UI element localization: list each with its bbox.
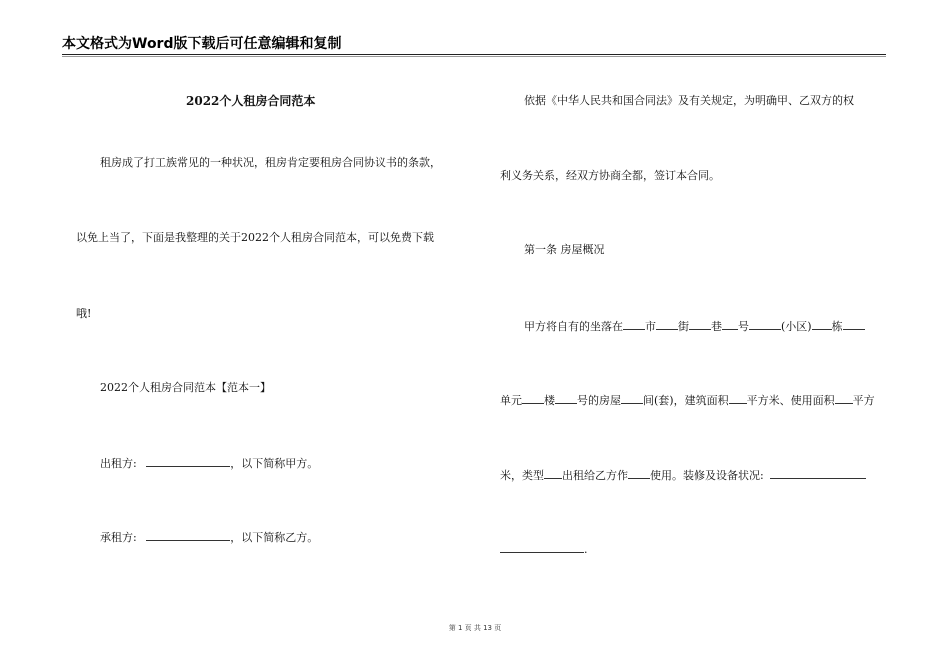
page-footer: 第 1 页 共 13 页: [448, 624, 502, 632]
rooms-blank: [621, 393, 643, 404]
location-text-1: 甲方将自有的坐落在: [524, 320, 623, 333]
lessor-suffix: ，以下简称甲方。: [230, 457, 319, 470]
sample-heading: 2022个人租房合同范本【范本一】: [100, 381, 271, 394]
city-blank: [623, 319, 645, 330]
floor-blank: [555, 393, 577, 404]
unit-text-3: 号的房屋: [577, 394, 621, 407]
equipment-continuation-line: [500, 542, 588, 557]
usable-area-blank: [835, 393, 853, 404]
type-text-2: 出租给乙方作: [562, 469, 628, 482]
unit-text-2: 楼: [544, 394, 555, 407]
street-blank: [656, 319, 678, 330]
unit-text-5: 平方米、使用面积: [746, 394, 835, 407]
location-text-5: 号: [738, 320, 749, 333]
building-end-blank: [843, 319, 865, 330]
unit-text-1: 单元: [500, 394, 522, 407]
location-text-3: 街: [678, 320, 689, 333]
community-blank: [749, 319, 781, 330]
location-text-2: 市: [645, 320, 656, 333]
lessee-label: 承租方:: [100, 531, 137, 544]
unit-blank: [522, 393, 544, 404]
lessor-line: [100, 456, 318, 471]
number-blank: [722, 319, 738, 330]
location-text-6: (小区): [781, 320, 812, 333]
article-1-heading: 第一条 房屋概况: [524, 243, 605, 256]
building-blank: [812, 319, 832, 330]
building-area-blank: [729, 393, 747, 404]
header-rule: [62, 56, 886, 57]
location-line: [524, 319, 865, 334]
end-dot: .: [584, 543, 588, 556]
location-text-4: 巷: [711, 320, 722, 333]
type-blank: [544, 468, 562, 479]
unit-text-6: 平方: [852, 394, 875, 407]
lessee-line: [100, 530, 318, 545]
location-text-7: 栋: [831, 320, 843, 333]
intro-line-1: 租房成了打工族常见的一种状况，租房肯定要租房合同协议书的条款，: [100, 156, 441, 169]
lessee-suffix: ，以下简称乙方。: [230, 531, 319, 544]
para-1-line-1: 依据《中华人民共和国合同法》及有关规定，为明确甲、乙双方的权: [524, 94, 854, 107]
intro-line-2: 以免上当了，下面是我整理的关于2022个人租房合同范本，可以免费下载: [76, 231, 434, 244]
type-text-1: 米，类型: [500, 469, 544, 482]
equipment-blank-2: [500, 542, 584, 553]
usage-blank: [628, 468, 650, 479]
page-header: [62, 32, 886, 55]
type-line: [500, 468, 866, 483]
equipment-blank: [770, 468, 866, 479]
lessor-blank: [146, 456, 230, 467]
unit-text-4: 间(套)，建筑面积: [643, 394, 729, 407]
unit-line: [500, 393, 875, 408]
document-title: 2022个人租房合同范本: [186, 94, 316, 108]
header-text: 本文格式为Word版下载后可任意编辑和复制: [62, 36, 342, 52]
type-text-3: 使用。装修及设备状况:: [650, 469, 764, 482]
lessor-label: 出租方:: [100, 457, 137, 470]
lessee-blank: [146, 530, 230, 541]
alley-blank: [689, 319, 711, 330]
intro-line-3: 哦!: [76, 307, 92, 320]
para-1-line-2: 利义务关系，经双方协商全都，签订本合同。: [500, 169, 720, 182]
